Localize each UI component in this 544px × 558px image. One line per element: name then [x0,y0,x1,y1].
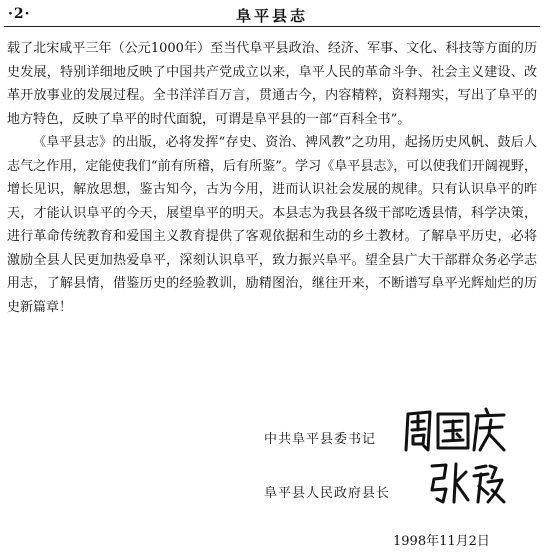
page-header [0,0,544,30]
paragraph-2: 《阜平县志》的出版，必将发挥“存史、资治、裨风教”之功用，起扬历史风帆、鼓后人志气之作用，定能使我们“前有所稽，后有所鉴”。学习《阜平县志》，可以使我们开阔视野，增长见识，解放思想，鉴古知今，古为今用，进而认识社会发展的规律。只有认识阜平的昨天，才能认识阜平的今天，展望阜平的明天。本县志为我县各级干部吃透县情，科学决策，进行革命传统教育和爱国主义教育提供了客观依据和生动的乡土教材。了解阜平历史，必将激励全县人民更加热爱阜平，深刻认识阜平，致力振兴阜平。望全县广大干部群众务必学志用志，了解县情，借鉴历史的经验教训，励精图治，继往开来，不断谱写阜平光辉灿烂的历史新篇章！ [7,135,537,315]
secretary-signature [400,406,508,454]
header-rule [4,26,540,27]
magistrate-signature [426,458,506,508]
date: 1998年11月2日 [393,534,490,549]
secretary-title: 中共阜平县委书记 [264,432,377,447]
body-text [7,37,537,319]
magistrate-title: 阜平县人民政府县长 [264,486,391,501]
page-number: ·2· [8,6,31,22]
paragraph-1: 载了北宋咸平三年（公元1000年）至当代阜平县政治、经济、军事、文化、科技等方面的历史发展，特别详细地反映了中国共产党成立以来，阜平人民的革命斗争、社会主义建设、改革开放事业的发展过程。全书洋洋百万言，贯通古今，内容精粹，资料翔实，写出了阜平的地方特色，反映了阜平的时代面貌，可谓是阜平县的一部“百科全书”。 [7,41,537,127]
running-title: 阜平县志 [235,7,308,25]
